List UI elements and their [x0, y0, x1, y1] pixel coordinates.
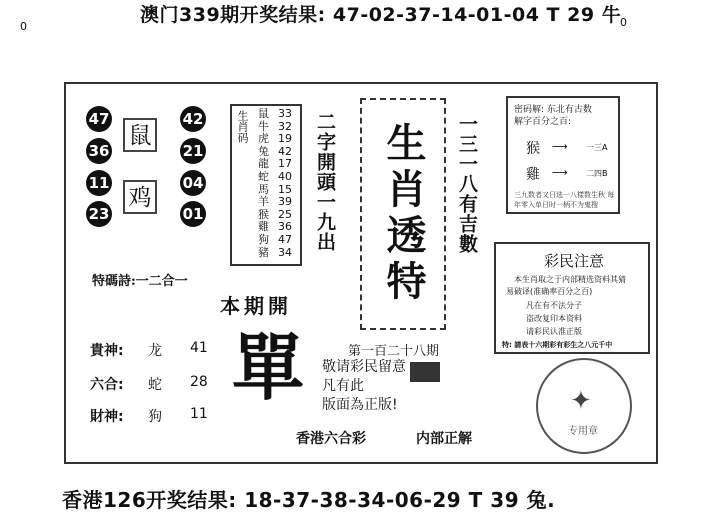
caution-line: 凡有此 [322, 378, 364, 394]
smudge-mark [410, 362, 440, 382]
riddle-note: 三九数者又日选一八樣数生秋 每年零入单日时一柄不为鬼搜 [514, 191, 615, 209]
number-ball: 01 [180, 201, 206, 227]
god-label: 貴神: [90, 343, 124, 359]
god-number: 28 [190, 374, 208, 390]
god-label: 六合: [90, 377, 124, 393]
riddle-subheading: 解字百分之百: [514, 117, 572, 127]
vertical-hint-right: 一三一八有吉數 [456, 114, 478, 254]
number-ball: 42 [180, 106, 206, 132]
footer-inside-solution: 内部正解 [416, 431, 472, 447]
god-row-noble [90, 340, 208, 360]
center-title-box [360, 98, 446, 330]
riddle-box [506, 96, 620, 214]
god-row-liuhe [90, 374, 208, 394]
hongkong-result-header: 香港126开奖结果: 18-37-38-34-06-29 T 39 兔. [62, 488, 556, 512]
riddle-animal-monkey: 猴 [526, 141, 540, 157]
number-ball: 23 [86, 201, 112, 227]
caution-text [322, 358, 406, 415]
poem-label: 特碼詩:一二合一 [92, 274, 188, 289]
caution-line: 版面為正版! [322, 397, 398, 413]
corner-mark-right: 0 [620, 16, 627, 29]
god-animal: 蛇 [148, 377, 162, 393]
zodiac-box-rat: 鼠 [123, 118, 157, 152]
corner-mark-left: 0 [20, 20, 27, 33]
footer-hk-lottery: 香港六合彩 [296, 431, 366, 447]
god-number: 11 [190, 406, 208, 422]
notice-line: 易破译(准确率百分之百) [506, 287, 593, 296]
caution-line: 敬请彩民留意 [322, 359, 406, 375]
riddle-code-1: 一三A [586, 143, 608, 152]
number-ball: 47 [86, 106, 112, 132]
number-ball: 11 [86, 170, 112, 196]
notice-line: 凡在有不法分子 [526, 301, 582, 310]
notice-title: 彩民注意 [544, 252, 605, 270]
god-label: 財神: [90, 409, 124, 425]
number-ball: 36 [86, 138, 112, 164]
zodiac-table-title: 生肖码 [236, 110, 249, 143]
riddle-code-2: 二四B [586, 169, 608, 178]
god-animal: 狗 [148, 409, 162, 425]
notice-line: 请彩民认准正版 [526, 327, 582, 336]
notice-footer: 特: 請表十六期彩有彩生之八元千中 [502, 341, 613, 349]
number-ball: 04 [180, 170, 206, 196]
notice-box [494, 242, 650, 354]
vertical-hint-left: 二字開頭一九出 [314, 112, 336, 252]
macau-result-header: 澳门339期开奖结果: 47-02-37-14-01-04 T 29 牛 [140, 4, 622, 26]
riddle-heading: 密码解: 东北有古数 [514, 105, 592, 115]
arrow-right-icon: ⟶ [552, 140, 568, 153]
number-ball: 21 [180, 138, 206, 164]
star-icon: ✦ [570, 386, 592, 416]
zodiac-number-column: 33 32 19 42 17 40 15 39 25 36 47 34 [278, 107, 292, 259]
center-title: 生肖透特 [380, 122, 427, 306]
this-issue-label: 本期開 [220, 294, 292, 318]
zodiac-number-table [230, 104, 302, 266]
single-character: 單 [232, 325, 305, 410]
official-seal [536, 358, 632, 454]
god-row-wealth [90, 406, 208, 426]
god-animal: 龙 [148, 343, 162, 359]
god-number: 41 [190, 340, 208, 356]
seal-text: 专用章 [568, 426, 598, 437]
riddle-animal-rooster: 雞 [526, 167, 540, 183]
arrow-right-icon: ⟶ [552, 166, 568, 179]
notice-line: 盗改复印本资料 [526, 314, 582, 323]
issue-number: 第一百二十八期 [348, 344, 440, 359]
zodiac-box-rooster: 鸡 [123, 180, 157, 214]
notice-line: 本生肖取之于内部精选资料其猜 [514, 275, 626, 284]
zodiac-animal-column: 鼠 牛 虎 兔 龍 蛇 馬 羊 猴 雞 狗 豬 [258, 107, 269, 259]
